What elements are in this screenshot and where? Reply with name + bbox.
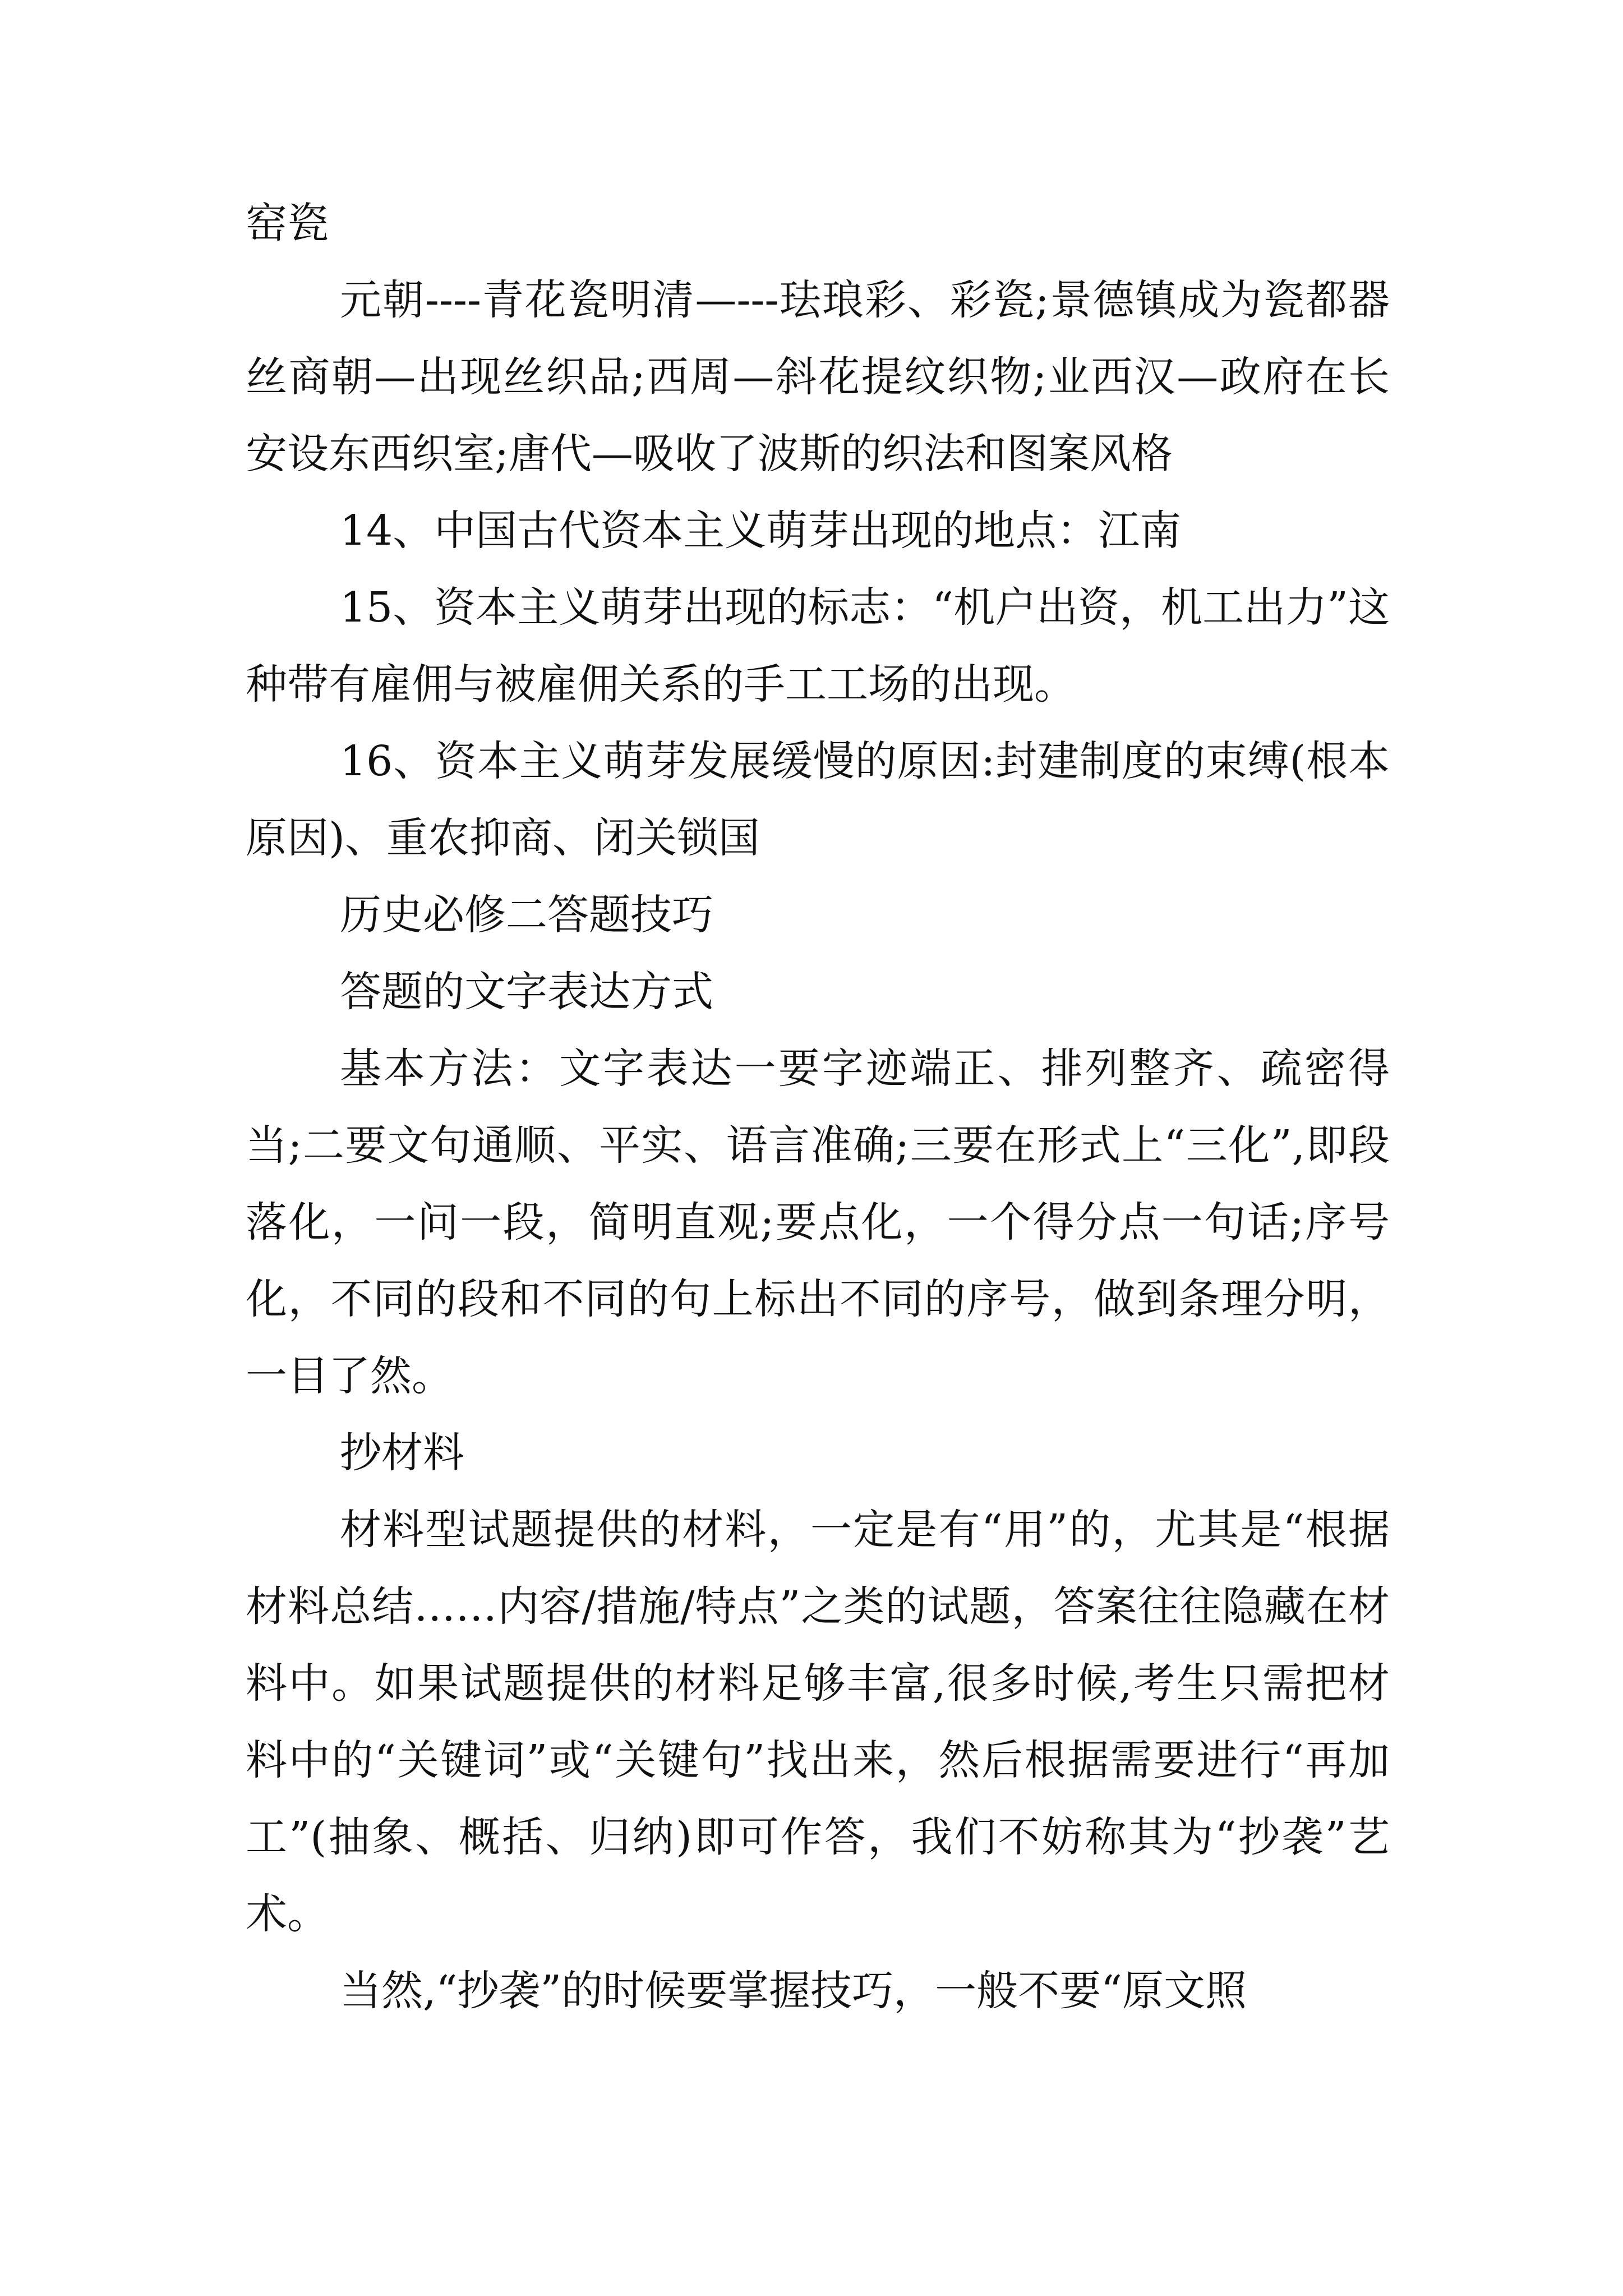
paragraph-9: 抄材料 (340, 1429, 464, 1477)
paragraph-10: 材料型试题提供的材料，一定是有“用”的，尤其是“根据材料总结……内容/措施/特点”之类的试题，答案往往隐藏在材料中。如果试题提供的材料足够丰富,很多时候,考生只需把材料中的“关键词”或“关键句”找出来，然后根据需要进行“再加工”(抽象、概括、归纳)即可作答，我们不妨称其为“抄袭”艺术。 (246, 1506, 1390, 1938)
paragraph-4: 15、资本主义萌芽出现的标志：“机户出资，机工出力”这种带有雇佣与被雇佣关系的手工工场的出现。 (246, 583, 1390, 708)
paragraph-5: 16、资本主义萌芽发展缓慢的原因:封建制度的束缚(根本原因)、重农抑商、闭关锁国 (246, 737, 1390, 862)
paragraph-8: 基本方法：文字表达一要字迹端正、排列整齐、疏密得当;二要文句通顺、平实、语言准确;三要在形式上“三化”,即段落化，一问一段，简明直观;要点化，一个得分点一句话;序号化，不同的段和不同的句上标出不同的序号，做到条理分明，一目了然。 (246, 1045, 1390, 1400)
paragraph-1: 窑瓷 (246, 199, 329, 247)
paragraph-6: 历史必修二答题技巧 (340, 891, 713, 939)
paragraph-7: 答题的文字表达方式 (340, 968, 713, 1016)
paragraph-2: 元朝----青花瓷明清—---珐琅彩、彩瓷;景德镇成为瓷都器丝商朝—出现丝织品;西周—斜花提纹织物;业西汉—政府在长安设东西织室;唐代—吸收了波斯的织法和图案风格 (246, 276, 1390, 478)
paragraph-11: 当然,“抄袭”的时候要掌握技巧，一般不要“原文照 (340, 1967, 1247, 2015)
document-body (246, 185, 1390, 2030)
paragraph-3: 14、中国古代资本主义萌芽出现的地点：江南 (340, 507, 1182, 555)
